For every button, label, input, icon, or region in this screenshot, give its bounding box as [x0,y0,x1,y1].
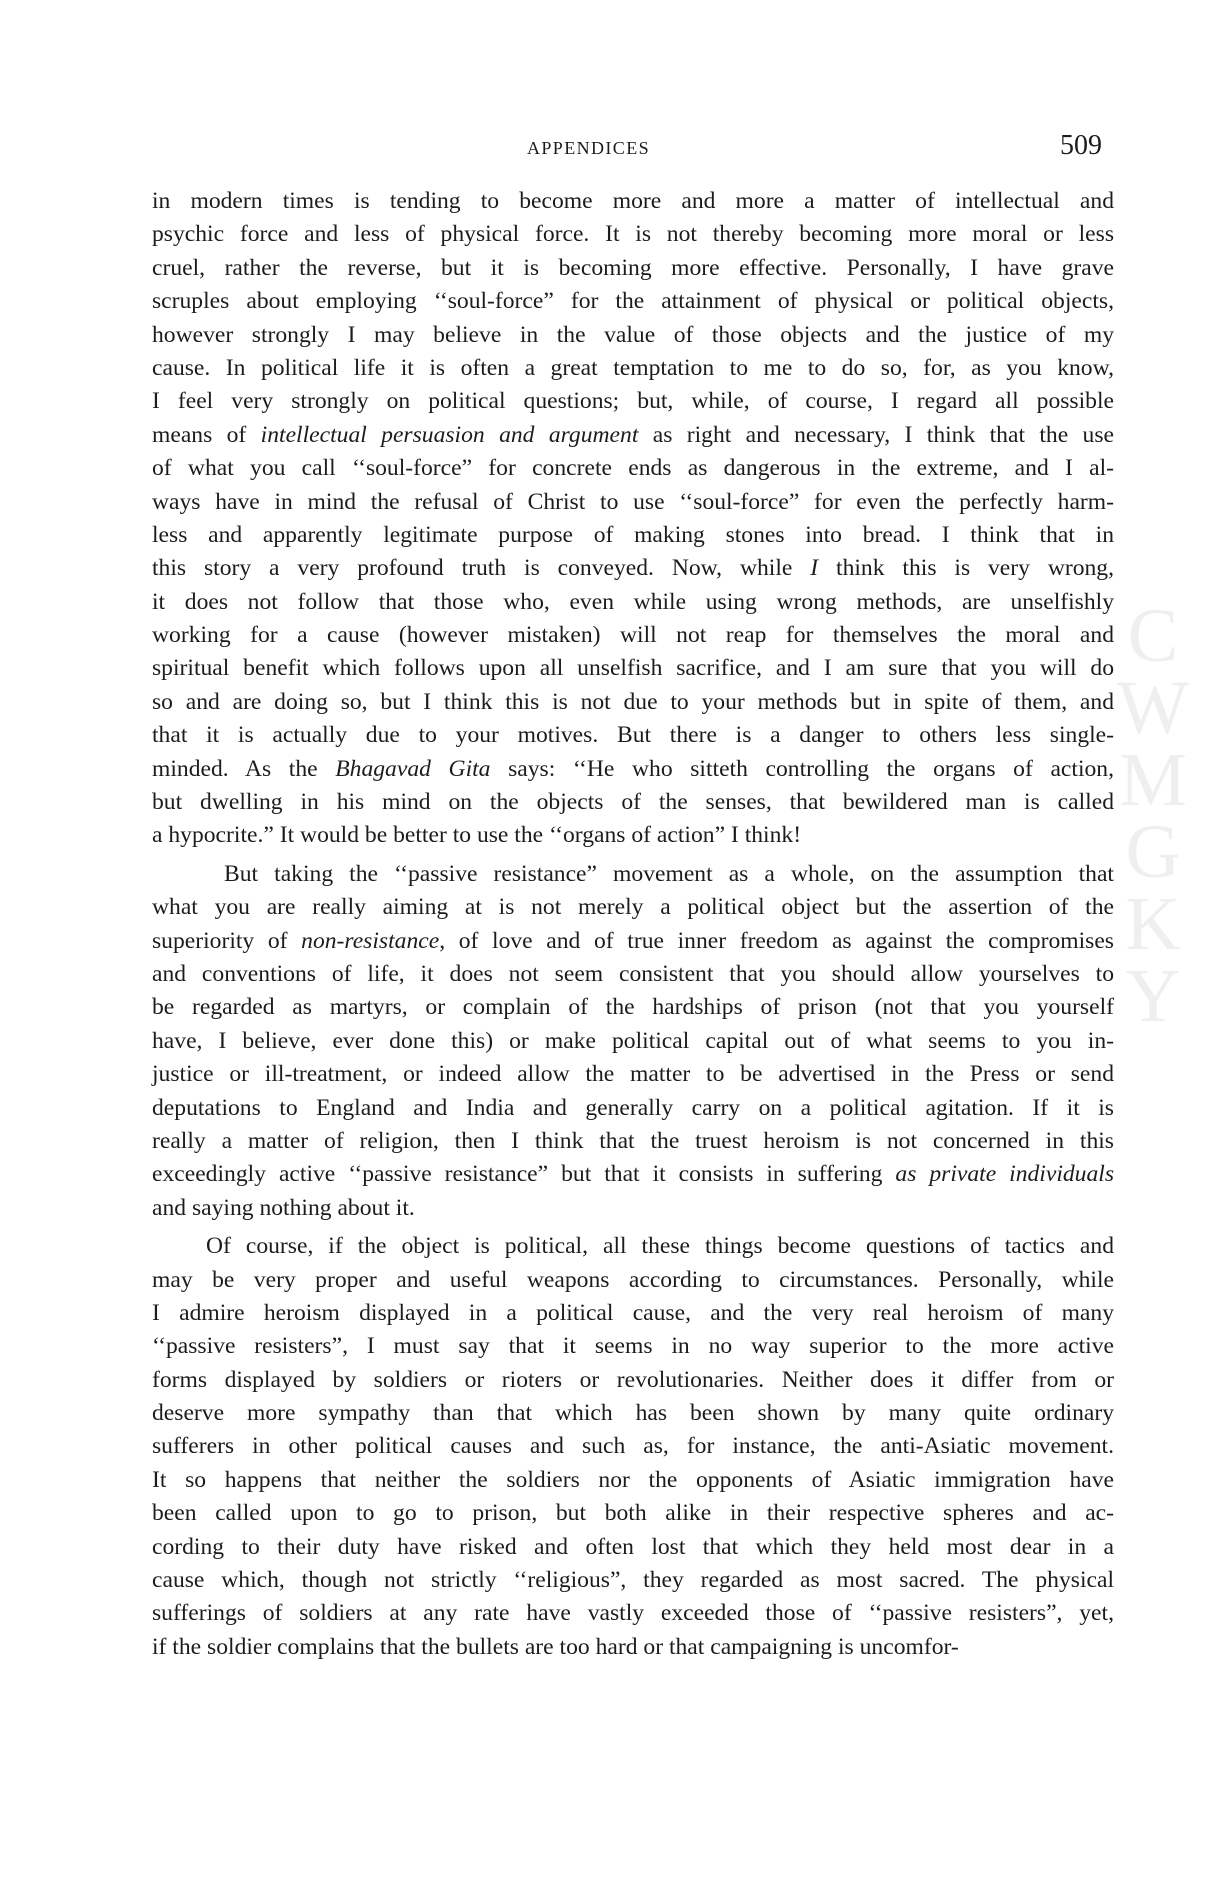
text-line: that it is actually due to your motives. But there is a danger to others less single- [152,722,1114,749]
text-line: really a matter of religion, then I think that the truest heroism is not concerned in this [152,1127,1114,1154]
running-head: APPENDICES [527,138,651,158]
text-line: have, I believe, ever done this) or make political capital out of what seems to you in- [152,1027,1114,1054]
body-text [152,185,1114,1664]
text-line: superiority of non-resistance, of love and of true inner freedom as against the compromises [152,927,1114,954]
text-line: it does not follow that those who, even while using wrong methods, are unselfishly [152,588,1114,615]
watermark-letter: C [1127,594,1179,678]
text-line: deputations to England and India and generally carry on a political agitation. If it is [152,1094,1114,1121]
text-line: psychic force and less of physical force. It is not thereby becoming more moral or less [152,221,1114,248]
text-line: less and apparently legitimate purpose of making stones into bread. I think that in [152,521,1114,548]
text-line: exceedingly active ‘‘passive resistance” but that it consists in suffering as private individuals [152,1161,1115,1188]
text-line: deserve more sympathy than that which has been shown by many quite ordinary [152,1400,1114,1427]
text-line: It so happens that neither the soldiers nor the opponents of Asiatic immigration have [152,1466,1114,1493]
watermark-letter: G [1125,810,1181,894]
text-line: justice or ill-treatment, or indeed allow the matter to be advertised in the Press or send [152,1061,1114,1088]
text-line: forms displayed by soldiers or rioters or revolutionaries. Neither does it differ from or [152,1366,1114,1393]
text-line: been called upon to go to prison, but both alike in their respective spheres and ac- [152,1500,1114,1527]
text-line: but dwelling in his mind on the objects of the senses, that bewildered man is called [152,789,1114,816]
text-line: spiritual benefit which follows upon all unselfish sacrifice, and I am sure that you will do [152,655,1114,682]
watermark-letter: W [1117,666,1189,750]
text-line: a hypocrite.” It would be better to use the ‘‘organs of action” I think! [152,822,802,849]
text-line: working for a cause (however mistaken) will not reap for themselves the moral and [152,622,1114,649]
text-line: ways have in mind the refusal of Christ to use ‘‘soul-force” for even the perfectly harm- [152,488,1114,515]
text-line: ‘‘passive resisters”, I must say that it seems in no way superior to the more active [152,1333,1114,1360]
text-line: I admire heroism displayed in a political cause, and the very real heroism of many [152,1299,1114,1326]
text-line: Of course, if the object is political, all these things become questions of tactics and [206,1233,1114,1260]
watermark [1108,594,1198,1038]
text-line: sufferings of soldiers at any rate have vastly exceeded those of ‘‘passive resisters”, yet, [152,1600,1114,1627]
text-line: in modern times is tending to become more and more a matter of intellectual and [152,188,1114,214]
text-line: cause which, though not strictly ‘‘religious”, they regarded as most sacred. The physical [152,1567,1114,1594]
text-line: cording to their duty have risked and often lost that which they held most dear in a [152,1533,1114,1560]
text-line: cruel, rather the reverse, but it is becoming more effective. Personally, I have grave [152,254,1114,281]
text-line: if the soldier complains that the bullets are too hard or that campaigning is uncomfor- [152,1633,959,1660]
paragraph-3 [152,1230,1114,1664]
paragraph-1 [152,185,1114,853]
text-line: and conventions of life, it does not seem consistent that you should allow yourselves to [152,960,1114,987]
text-line: and saying nothing about it. [152,1194,415,1221]
text-line: I feel very strongly on political questions; but, while, of course, I regard all possible [152,388,1114,415]
text-line: may be very proper and useful weapons according to circumstances. Personally, while [152,1266,1114,1293]
text-line: what you are really aiming at is not merely a political object but the assertion of the [152,894,1114,921]
text-line: so and are doing so, but I think this is not due to your methods but in spite of them, and [152,688,1114,715]
text-line: of what you call ‘‘soul-force” for concrete ends as dangerous in the extreme, and I al- [152,455,1114,482]
text-line: however strongly I may believe in the value of those objects and the justice of my [152,321,1114,348]
watermark-letter: M [1119,738,1187,822]
text-line: scruples about employing ‘‘soul-force” for the attainment of physical or political objects, [152,288,1114,315]
text-line: this story a very profound truth is conveyed. Now, while I think this is very wrong, [152,555,1114,582]
text-line: be regarded as martyrs, or complain of the hardships of prison (not that you yourself [152,994,1114,1021]
text-line: cause. In political life it is often a great temptation to me to do so, for, as you know, [152,354,1114,381]
text-line: But taking the ‘‘passive resistance” movement as a whole, on the assumption that [224,860,1114,887]
text-line: minded. As the Bhagavad Gita says: ‘‘He who sitteth controlling the organs of action, [152,755,1114,782]
paragraph-2 [152,858,1114,1225]
watermark-letter: K [1125,882,1181,966]
text-line: means of intellectual persuasion and argument as right and necessary, I think that the use [152,421,1114,448]
watermark-letter: Y [1125,954,1181,1038]
text-line: sufferers in other political causes and such as, for instance, the anti-Asiatic movement. [152,1433,1114,1460]
page-number: 509 [1060,130,1102,161]
